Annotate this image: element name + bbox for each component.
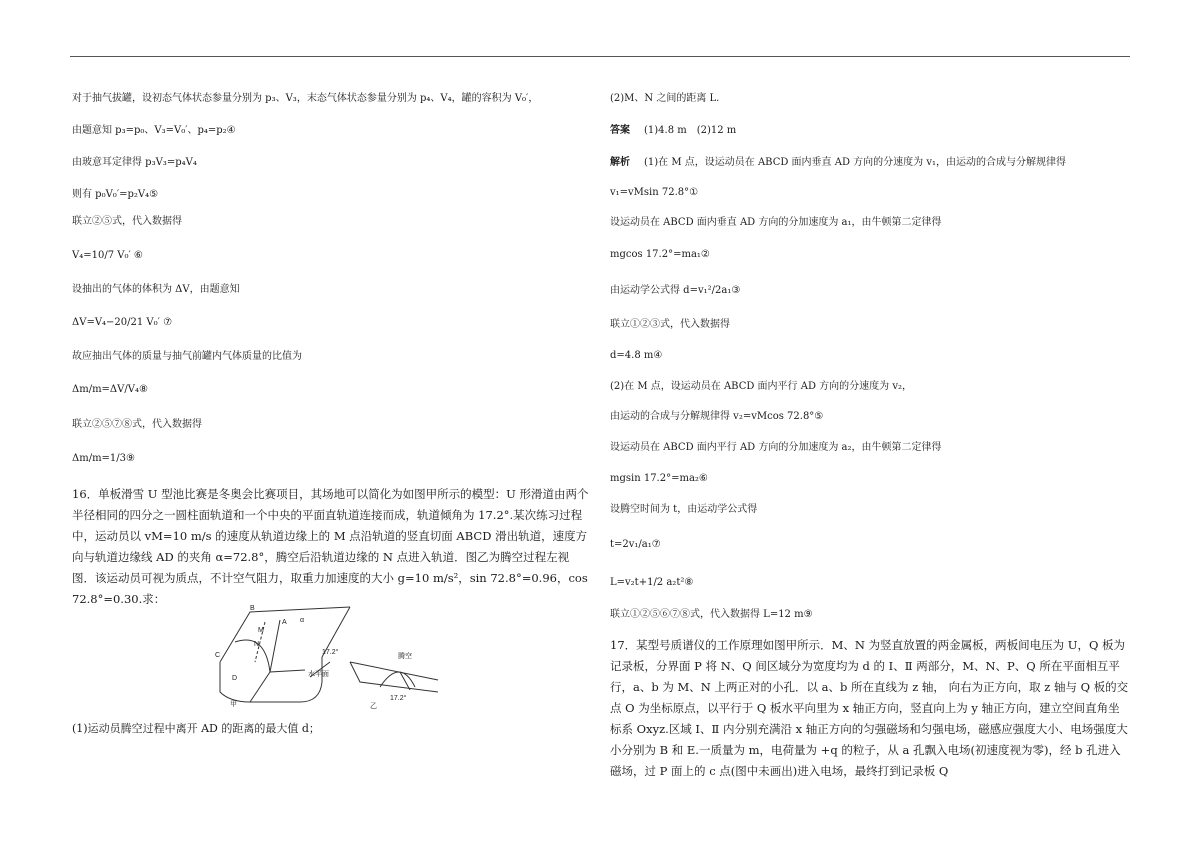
text-line: 故应抽出气体的质量与抽气前罐内气体质量的比值为 [72,351,302,362]
text-line: 设抽出的气体的体积为 ΔV，由题意知 [72,284,240,295]
figure-label: A [282,619,287,626]
text-line: 设腾空时间为 t，由运动学公式得 [610,504,758,515]
formula-line: Δm/m=ΔV/V₄⑧ [72,384,148,395]
formula-line: Δm/m=1/3⑨ [72,453,135,464]
figure-label: C [215,652,221,659]
text-line: 由玻意耳定律得 p₃V₃=p₄V₄ [72,157,197,168]
figure-label: D [232,675,238,682]
text-line: 联立②⑤式，代入数据得 [72,216,182,227]
figure-label: α [300,617,305,624]
figure-label: B [250,605,255,612]
problem-17-text: 17．某型号质谱仪的工作原理如图甲所示．M、N 为竖直放置的两金属板，两板间电压为 U，Q 板为记录板，分界面 P 将 N、Q 间区域分为宽度均为 d 的 Ⅰ、Ⅱ 两部分，M、N、P、Q 所在平面相互平行，a、b 为 M、N 上两正对的小孔．以 a、b 所在直线为 z 轴， 向右为正方向，取 z 轴与 Q 板的交点 O 为坐标原点，以平行于 Q 板水平向里为 x 轴正方向，竖直向上为 y 轴正方向，建立空间直角坐标系 Oxyz.区域 Ⅰ、Ⅱ 内分别充满沿 x 轴正方向的匀强磁场和匀强电场，磁感应强度大小、电场强度大小分别为 B 和 E.一质量为 m，电荷量为 +q 的粒子，从 a 孔飘入电场(初速度视为零)，经 b 孔进入磁场，过 P 面上的 c 点(图中未画出)进入电场，最终打到记录板 Q [610,638,1129,778]
answer-label: 答案 [610,125,630,136]
figure-label: M [258,627,264,634]
header-rule [70,56,1130,57]
analysis-label: 解析 [610,157,630,168]
figure-label: 17.2° [322,649,339,656]
figure-u-pipe [210,602,450,710]
formula-line: 由运动学公式得 d=v₁²/2a₁③ [610,285,741,296]
formula-line: d=4.8 m④ [610,350,663,361]
figure-label: 水平面 [308,671,329,678]
formula-line: L=v₂t+1/2 a₂t²⑧ [610,577,694,588]
formula-line: v₁=vMsin 72.8°① [610,187,699,198]
text-line: 由运动的合成与分解规律得 v₂=vMcos 72.8°⑤ [610,411,824,422]
text-line: 设运动员在 ABCD 面内平行 AD 方向的分加速度为 a₂，由牛顿第二定律得 [610,442,942,453]
answer-row [610,124,736,137]
figure-label: 乙 [370,703,377,710]
text-line: 对于抽气拔罐，设初态气体状态参量分别为 p₃、V₃，末态气体状态参量分别为 p₄、V₄，罐的容积为 V₀′， [72,93,539,104]
formula-line: mgcos 17.2°=ma₁② [610,249,710,260]
analysis-row [610,156,1066,169]
question-1: (1)运动员腾空过程中离开 AD 的距离的最大值 d； [72,722,320,735]
text-line: 联立①②⑤⑥⑦⑧式，代入数据得 L=12 m⑨ [610,609,813,620]
figure-label: 甲 [230,701,237,708]
text-line: 联立②⑤⑦⑧式，代入数据得 [72,419,202,430]
text-line: 联立①②③式，代入数据得 [610,319,730,330]
problem-16-text: 16．单板滑雪 U 型池比赛是冬奥会比赛项目，其场地可以简化为如图甲所示的模型：U 形滑道由两个半径相同的四分之一圆柱面轨道和一个中央的平面直轨道连接而成，轨道倾角为 17.2°.某次练习过程中，运动员以 vM=10 m/s 的速度从轨道边缘上的 M 点沿轨道的竖直切面 ABCD 滑出轨道，速度方向与轨道边缘线 AD 的夹角 α=72.8°，腾空后沿轨道边缘的 N 点进入轨道．图乙为腾空过程左视图．该运动员可视为质点，不计空气阻力，取重力加速度的大小 g=10 m/s²，sin 72.8°=0.96，cos 72.8°=0.30.求： [72,487,589,606]
text-line: (2)在 M 点，设运动员在 ABCD 面内平行 AD 方向的分速度为 v₂， [610,381,912,392]
text-line: 设运动员在 ABCD 面内垂直 AD 方向的分加速度为 a₁，由牛顿第二定律得 [610,217,942,228]
formula-line: mgsin 17.2°=ma₂⑥ [610,473,708,484]
formula-line: V₄=10/7 V₀′ ⑥ [72,250,143,261]
text-line: 由题意知 p₃=p₀、V₃=V₀′、p₄=p₂④ [72,125,236,136]
figure-label: 腾空 [398,653,412,660]
text-line: 则有 p₀V₀′=p₂V₄⑤ [72,189,159,200]
text-line: (1)在 M 点，设运动员在 ABCD 面内垂直 AD 方向的分速度为 v₁，由运动的合成与分解规律得 [644,157,1066,168]
formula-line: t=2v₁/a₁⑦ [610,539,661,550]
figure-label: N [254,641,260,648]
question-2: (2)M、N 之间的距离 L. [610,93,720,104]
formula-line: ΔV=V₄−20/21 V₀′ ⑦ [72,317,173,328]
figure-label: 17.2° [390,695,407,702]
answer-value: (1)4.8 m (2)12 m [644,125,737,136]
